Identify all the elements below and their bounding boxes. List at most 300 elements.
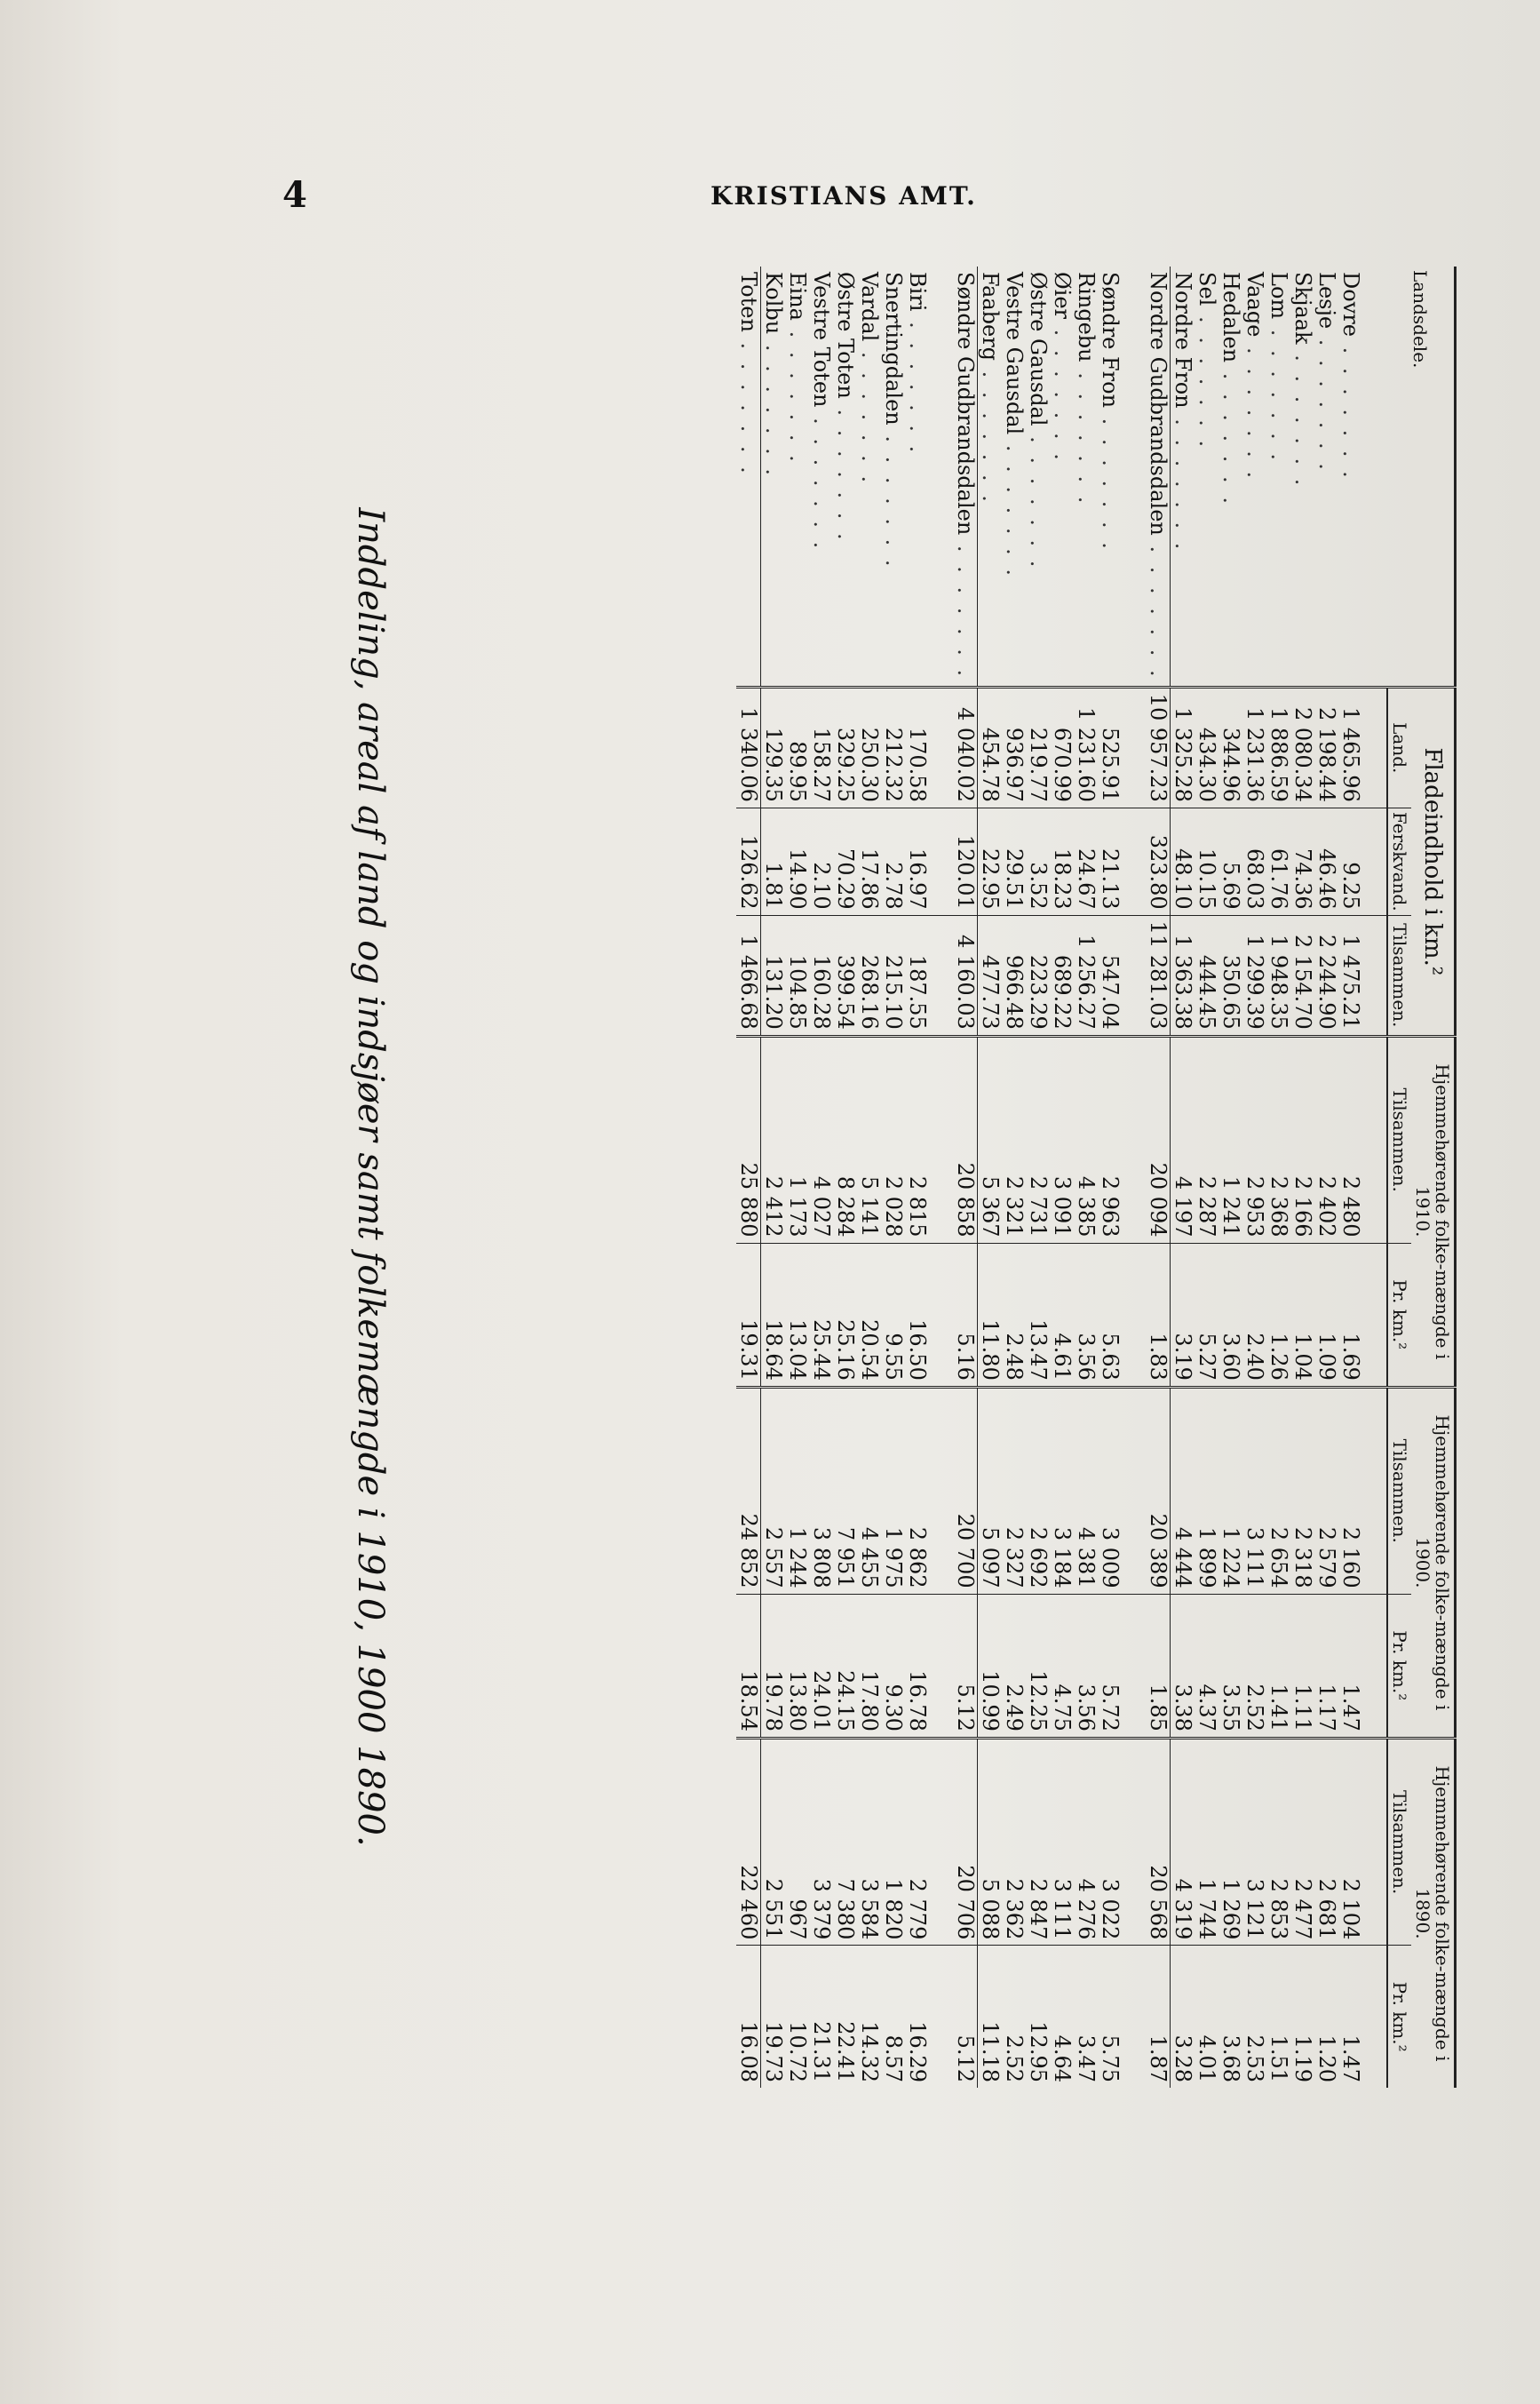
density-1900-cell: 1.11 (1290, 1594, 1314, 1738)
header-land: Land. (1387, 687, 1411, 808)
density-1910-cell: 3.19 (1171, 1243, 1195, 1387)
density-1900-cell: 4.37 (1195, 1594, 1219, 1738)
pop-1890-cell: 3 379 (809, 1738, 833, 1945)
pop-1910-cell: 2 321 (1002, 1036, 1026, 1243)
pop-1890-cell: 3 022 (1098, 1738, 1122, 1945)
district-name-cell (833, 267, 857, 687)
total-area-cell: 477.73 (978, 915, 1003, 1036)
district-name-cell (1195, 267, 1219, 687)
pop-1910-cell: 2 815 (905, 1036, 929, 1243)
district-name-cell (1266, 267, 1290, 687)
freshwater-area-cell: 5.69 (1219, 808, 1242, 915)
leader-dots: . . . . . . . (1290, 344, 1315, 490)
district-label: Eina (785, 272, 810, 321)
pop-1900-cell: 4 455 (857, 1387, 881, 1594)
district-label: Østre Gausdal (1026, 272, 1051, 426)
district-name-cell (1002, 267, 1026, 687)
pop-1890-cell: 3 111 (1050, 1738, 1074, 1945)
density-1900-cell: 4.75 (1050, 1594, 1074, 1738)
header-1900-tilsammen: Tilsammen. (1387, 1387, 1411, 1594)
land-area-cell: 936.97 (1002, 687, 1026, 808)
leader-dots: . . . . . . . (857, 341, 882, 487)
density-1910-cell: 3.56 (1074, 1243, 1098, 1387)
total-area-cell: 966.48 (1002, 915, 1026, 1036)
pop-1900-cell: 2 654 (1266, 1387, 1290, 1594)
district-label: Lom (1266, 272, 1291, 320)
density-1910-cell: 25.16 (833, 1243, 857, 1387)
density-1910-cell: 25.44 (809, 1243, 833, 1387)
pop-1900-cell: 1 975 (881, 1387, 905, 1594)
freshwater-area-cell: 48.10 (1171, 808, 1195, 915)
district-name-cell (1098, 267, 1122, 687)
density-1910-cell: 1.69 (1338, 1243, 1362, 1387)
pop-1910-cell: 2 731 (1026, 1036, 1050, 1243)
land-area-cell: 219.77 (1026, 687, 1050, 808)
density-1900-cell: 17.80 (857, 1594, 881, 1738)
header-1890-pr-km: Pr. km.² (1387, 1946, 1411, 2088)
district-name-cell (1026, 267, 1050, 687)
pop-1890-cell: 7 380 (833, 1738, 857, 1945)
density-1890-cell: 14.32 (857, 2021, 882, 2082)
pop-1900-cell: 3 808 (809, 1387, 833, 1594)
density-1900-cell: 18.54 (736, 1594, 761, 1738)
pop-1910-cell: 2 368 (1266, 1036, 1290, 1243)
density-1890-cell: 3.28 (1171, 2034, 1195, 2082)
total-area-cell: 4 160.03 (953, 915, 978, 1036)
land-area-cell: 434.30 (1195, 687, 1219, 808)
freshwater-area-cell: 29.51 (1002, 808, 1026, 915)
total-area-cell: 444.45 (1195, 915, 1219, 1036)
density-1890-cell: 1.20 (1314, 2034, 1339, 2082)
density-1900-cell: 3.55 (1219, 1594, 1242, 1738)
table-row (1338, 267, 1362, 2088)
pop-1910-cell: 2 287 (1195, 1036, 1219, 1243)
district-label: Kolbu (761, 272, 786, 335)
freshwater-area-cell: 24.67 (1074, 808, 1098, 915)
table-row (1242, 267, 1266, 2088)
district-name-cell (905, 267, 929, 687)
density-1900-cell: 10.99 (978, 1594, 1003, 1738)
land-area-cell: 158.27 (809, 687, 833, 808)
leader-dots: . . . . . . . (1242, 337, 1267, 482)
leader-dots: . . . . . . . (953, 535, 978, 681)
leader-dots: . . . . . . . (1074, 362, 1099, 507)
density-1910-cell: 1.04 (1290, 1243, 1314, 1387)
density-1890-cell: 3.47 (1074, 2034, 1099, 2082)
density-1900-cell: 5.12 (953, 1594, 978, 1738)
sum-row (736, 267, 761, 2088)
land-area-cell: 1 325.28 (1171, 687, 1195, 808)
header-pop-1890: Hjemmehørende folke-mængde i 1890. (1412, 1765, 1453, 2062)
pop-1900-cell: 2 579 (1314, 1387, 1338, 1594)
rotated-table-region (337, 267, 1510, 2310)
density-1890-cell: 12.95 (1026, 2021, 1051, 2082)
density-1890-cell: 22.41 (833, 2021, 858, 2082)
freshwater-area-cell: 21.13 (1098, 808, 1122, 915)
pop-1890-cell: 4 276 (1074, 1738, 1098, 1945)
freshwater-area-cell: 17.86 (857, 808, 881, 915)
land-area-cell: 2 198.44 (1314, 687, 1338, 808)
district-name-cell (785, 267, 809, 687)
freshwater-area-cell: 22.95 (978, 808, 1003, 915)
total-area-cell: 1 475.21 (1338, 915, 1362, 1036)
district-label: Dovre (1338, 272, 1363, 337)
density-1900-cell: 1.41 (1266, 1594, 1290, 1738)
header-pop-1910: Hjemmehørende folke-mængde i 1910. (1411, 1036, 1456, 1387)
land-area-cell: 4 040.02 (953, 687, 978, 808)
leader-dots: . . . . . . . (1195, 306, 1219, 451)
freshwater-area-cell: 18.23 (1050, 808, 1074, 915)
header-1910-tilsammen: Tilsammen. (1387, 1036, 1411, 1243)
leader-dots: . . . . . . . (1266, 319, 1291, 464)
pop-1910-cell: 4 385 (1074, 1036, 1098, 1243)
density-1910-cell: 13.47 (1026, 1243, 1050, 1387)
density-1890-cell: 2.52 (1002, 2034, 1027, 2082)
district-label: Østre Toten (833, 272, 858, 399)
district-name-cell (881, 267, 905, 687)
table-row (1290, 267, 1314, 2088)
pop-1890-cell: 1 820 (881, 1738, 905, 1945)
density-1890-cell: 4.01 (1195, 2034, 1219, 2082)
density-1910-cell: 5.27 (1195, 1243, 1219, 1387)
district-label: Toten (736, 272, 761, 332)
table-row (857, 267, 881, 2088)
pop-1890-cell: 4 319 (1171, 1738, 1195, 1945)
total-area-cell: 399.54 (833, 915, 857, 1036)
table-row (978, 267, 1003, 2088)
sum-row (953, 267, 978, 2088)
total-area-cell: 1 948.35 (1266, 915, 1290, 1036)
pop-1890-cell: 2 551 (761, 1738, 786, 1945)
pop-1890-cell: 2 853 (1266, 1738, 1290, 1945)
header-landsdele: Landsdele. (1387, 267, 1456, 687)
district-name-cell (1050, 267, 1074, 687)
land-area-cell: 89.95 (785, 687, 809, 808)
pop-1900-cell: 1 244 (785, 1387, 809, 1594)
district-label: Biri (905, 272, 930, 312)
district-name-cell (978, 267, 1003, 687)
total-area-cell: 1 299.39 (1242, 915, 1266, 1036)
leader-dots: . . . . . . . (1050, 319, 1075, 464)
pop-1890-cell: 20 568 (1146, 1738, 1171, 1945)
pop-1900-cell: 2 327 (1002, 1387, 1026, 1594)
leader-dots: . . . . . . . (1146, 535, 1171, 681)
table-row (1050, 267, 1074, 2088)
district-label: Faaberg (978, 272, 1003, 362)
density-1890-cell: 5.12 (953, 1946, 978, 2088)
density-1910-cell: 1.09 (1314, 1243, 1338, 1387)
density-1910-cell: 3.60 (1219, 1243, 1242, 1387)
total-area-cell: 131.20 (761, 915, 786, 1036)
freshwater-area-cell: 1.81 (761, 808, 786, 915)
density-1890-cell: 4.64 (1050, 2034, 1075, 2082)
header-1910-pr-km: Pr. km.² (1387, 1243, 1411, 1387)
table-row (1195, 267, 1219, 2088)
land-area-cell: 2 080.34 (1290, 687, 1314, 808)
leader-dots: . . . . . . . (881, 425, 906, 570)
leader-dots: . . . . . . . (761, 334, 786, 480)
density-1910-cell: 2.40 (1242, 1243, 1266, 1387)
district-label: Hedalen (1219, 272, 1243, 363)
density-1910-cell: 4.61 (1050, 1243, 1074, 1387)
pop-1890-cell: 3 584 (857, 1738, 881, 1945)
table-row (881, 267, 905, 2088)
district-name-cell (1338, 267, 1362, 687)
density-1890-cell: 11.18 (978, 2021, 1003, 2082)
pop-1890-cell: 967 (785, 1738, 809, 1945)
district-name-cell (809, 267, 833, 687)
density-1900-cell: 24.15 (833, 1594, 857, 1738)
land-area-cell: 1 231.60 (1074, 687, 1098, 808)
total-area-cell: 160.28 (809, 915, 833, 1036)
density-1900-cell: 5.72 (1098, 1594, 1122, 1738)
density-1890-cell: 3.68 (1219, 2034, 1243, 2082)
page-number: 4 (282, 174, 307, 216)
density-1900-cell: 2.52 (1242, 1594, 1266, 1738)
land-area-cell: 1 231.36 (1242, 687, 1266, 808)
density-1890-cell: 1.87 (1146, 1946, 1171, 2088)
pop-1890-cell: 2 681 (1314, 1738, 1338, 1945)
pop-1900-cell: 4 381 (1074, 1387, 1098, 1594)
total-area-cell: 547.04 (1098, 915, 1122, 1036)
pop-1910-cell: 5 141 (857, 1036, 881, 1243)
freshwater-area-cell: 14.90 (785, 808, 809, 915)
table-row (1266, 267, 1290, 2088)
leader-dots: . . . . . . . (1026, 426, 1051, 571)
total-area-cell: 2 154.70 (1290, 915, 1314, 1036)
land-area-cell: 1 465.96 (1338, 687, 1362, 808)
table-row (1098, 267, 1122, 2088)
density-1890-cell: 1.47 (1338, 2034, 1363, 2082)
density-1890-cell: 1.51 (1266, 2034, 1291, 2082)
table-row (1074, 267, 1098, 2088)
group-spacer (1362, 267, 1387, 2088)
pop-1900-cell: 5 097 (978, 1387, 1003, 1594)
freshwater-area-cell: 74.36 (1290, 808, 1314, 915)
freshwater-area-cell: 3.52 (1026, 808, 1050, 915)
density-1890-cell: 1.19 (1290, 2034, 1315, 2082)
density-1910-cell: 19.31 (736, 1243, 761, 1387)
total-area-cell: 268.16 (857, 915, 881, 1036)
density-1910-cell: 18.64 (761, 1243, 786, 1387)
district-label: Vestre Toten (809, 272, 834, 408)
pop-1900-cell: 4 444 (1171, 1387, 1195, 1594)
pop-1910-cell: 2 480 (1338, 1036, 1362, 1243)
pop-1910-cell: 8 284 (833, 1036, 857, 1243)
header-1890-tilsammen: Tilsammen. (1387, 1738, 1411, 1945)
district-label: Skjaak (1290, 272, 1315, 345)
pop-1890-cell: 22 460 (736, 1738, 761, 1945)
pop-1900-cell: 1 899 (1195, 1387, 1219, 1594)
pop-1890-cell: 2 104 (1338, 1738, 1362, 1945)
pop-1910-cell: 2 166 (1290, 1036, 1314, 1243)
district-name-cell (1314, 267, 1338, 687)
leader-dots: . . . . . . . (1002, 434, 1027, 580)
pop-1890-cell: 5 088 (978, 1738, 1003, 1945)
table-row (833, 267, 857, 2088)
density-1900-cell: 16.78 (905, 1594, 929, 1738)
total-area-cell: 1 466.68 (736, 915, 761, 1036)
pop-1910-cell: 1 173 (785, 1036, 809, 1243)
density-1910-cell: 5.16 (953, 1243, 978, 1387)
pop-1890-cell: 20 706 (953, 1738, 978, 1945)
statistics-table (736, 267, 1457, 2088)
freshwater-area-cell: 2.10 (809, 808, 833, 915)
land-area-cell: 10 957.23 (1146, 687, 1171, 808)
district-name-cell (1290, 267, 1314, 687)
district-label: Søndre Fron (1098, 272, 1123, 409)
district-name-cell (857, 267, 881, 687)
density-1890-cell: 8.57 (881, 2034, 906, 2082)
pop-1910-cell: 2 402 (1314, 1036, 1338, 1243)
total-area-cell: 187.55 (905, 915, 929, 1036)
pop-1900-cell: 2 557 (761, 1387, 786, 1594)
table-row (1219, 267, 1242, 2088)
header-area-tilsammen: Tilsammen. (1387, 915, 1411, 1036)
density-1910-cell: 1.83 (1146, 1243, 1171, 1387)
density-1900-cell: 3.38 (1171, 1594, 1195, 1738)
density-1890-cell: 19.73 (761, 2021, 786, 2082)
pop-1890-cell: 3 121 (1242, 1738, 1266, 1945)
pop-1900-cell: 2 692 (1026, 1387, 1050, 1594)
pop-1910-cell: 3 091 (1050, 1036, 1074, 1243)
land-area-cell: 212.32 (881, 687, 905, 808)
total-area-cell: 350.65 (1219, 915, 1242, 1036)
density-1890-cell: 21.31 (809, 2021, 834, 2082)
leader-dots: . . . . . . . (978, 361, 1003, 505)
density-1900-cell: 24.01 (809, 1594, 833, 1738)
land-area-cell: 250.30 (857, 687, 881, 808)
district-name-cell (736, 267, 761, 687)
density-1890-cell: 5.75 (1098, 2034, 1123, 2082)
sum-row (1146, 267, 1171, 2088)
district-label: Sel (1195, 272, 1219, 306)
table-title: Inddeling, areal af land og indsjøer samt folkemængde i 1910, 1900 1890. (350, 507, 391, 1847)
density-1910-cell: 16.50 (905, 1243, 929, 1387)
leader-dots: . . . . . . . (905, 311, 930, 457)
pop-1910-cell: 4 027 (809, 1036, 833, 1243)
pop-1890-cell: 1 269 (1219, 1738, 1242, 1945)
land-area-cell: 1 886.59 (1266, 687, 1290, 808)
land-area-cell: 1 340.06 (736, 687, 761, 808)
density-1900-cell: 1.17 (1314, 1594, 1338, 1738)
district-label: Øier (1050, 272, 1075, 320)
density-1890-cell: 10.72 (785, 2021, 810, 2082)
pop-1900-cell: 20 700 (953, 1387, 978, 1594)
density-1910-cell: 13.04 (785, 1243, 809, 1387)
table-row (1002, 267, 1026, 2088)
pop-1910-cell: 2 953 (1242, 1036, 1266, 1243)
pop-1900-cell: 3 184 (1050, 1387, 1074, 1594)
density-1890-cell: 2.53 (1242, 2034, 1267, 2082)
pop-1900-cell: 3 111 (1242, 1387, 1266, 1594)
freshwater-area-cell: 2.78 (881, 808, 905, 915)
pop-1890-cell: 2 779 (905, 1738, 929, 1945)
density-1900-cell: 9.30 (881, 1594, 905, 1738)
density-1900-cell: 1.85 (1146, 1594, 1171, 1738)
leader-dots: . . . . . . . (1314, 329, 1339, 474)
pop-1910-cell: 2 963 (1098, 1036, 1122, 1243)
group-spacer (929, 267, 953, 2088)
leader-dots: . . . . . . . (1098, 408, 1123, 553)
density-1890-cell: 16.08 (736, 1946, 761, 2088)
density-1910-cell: 9.55 (881, 1243, 905, 1387)
density-1900-cell: 12.25 (1026, 1594, 1050, 1738)
table-row (1314, 267, 1338, 2088)
pop-1910-cell: 25 880 (736, 1036, 761, 1243)
land-area-cell: 170.58 (905, 687, 929, 808)
total-area-cell: 1 256.27 (1074, 915, 1098, 1036)
density-1900-cell: 19.78 (761, 1594, 786, 1738)
header-pop-1900: Hjemmehørende folke-mængde i 1900. (1411, 1387, 1456, 1738)
land-area-cell: 329.25 (833, 687, 857, 808)
district-label: Nordre Gudbrandsdalen (1146, 272, 1171, 536)
pop-1910-cell: 5 367 (978, 1036, 1003, 1243)
freshwater-area-cell: 120.01 (953, 808, 978, 915)
freshwater-area-cell: 10.15 (1195, 808, 1219, 915)
land-area-cell: 454.78 (978, 687, 1003, 808)
pop-1890-cell: 2 477 (1290, 1738, 1314, 1945)
land-area-cell: 525.91 (1098, 687, 1122, 808)
district-name-cell (1242, 267, 1266, 687)
pop-1910-cell: 20 094 (1146, 1036, 1171, 1243)
pop-1900-cell: 1 224 (1219, 1387, 1242, 1594)
freshwater-area-cell: 46.46 (1314, 808, 1338, 915)
total-area-cell: 104.85 (785, 915, 809, 1036)
total-area-cell: 2 244.90 (1314, 915, 1338, 1036)
pop-1910-cell: 20 858 (953, 1036, 978, 1243)
district-name-cell (1146, 267, 1171, 687)
freshwater-area-cell: 16.97 (905, 808, 929, 915)
district-name-cell (953, 267, 978, 687)
freshwater-area-cell: 61.76 (1266, 808, 1290, 915)
pop-1900-cell: 7 951 (833, 1387, 857, 1594)
density-1910-cell: 11.80 (978, 1243, 1003, 1387)
district-name-cell (1219, 267, 1242, 687)
table-row (809, 267, 833, 2088)
leader-dots: . . . . . . . (1219, 362, 1243, 507)
land-area-cell: 670.99 (1050, 687, 1074, 808)
running-head: KRISTIANS AMT. (710, 181, 977, 211)
density-1890-cell: 16.29 (905, 2021, 930, 2082)
district-name-cell (761, 267, 786, 687)
pop-1910-cell: 2 412 (761, 1036, 786, 1243)
pop-1900-cell: 24 852 (736, 1387, 761, 1594)
total-area-cell: 11 281.03 (1146, 915, 1171, 1036)
freshwater-area-cell: 323.80 (1146, 808, 1171, 915)
land-area-cell: 344.96 (1219, 687, 1242, 808)
pop-1900-cell: 2 318 (1290, 1387, 1314, 1594)
leader-dots: . . . . . . . (809, 407, 834, 553)
district-label: Søndre Gudbrandsdalen (953, 272, 978, 536)
group-spacer (1122, 267, 1146, 2088)
total-area-cell: 215.10 (881, 915, 905, 1036)
leader-dots: . . . . . . . (736, 331, 761, 477)
pop-1890-cell: 2 362 (1002, 1738, 1026, 1945)
freshwater-area-cell: 126.62 (736, 808, 761, 915)
freshwater-area-cell: 9.25 (1338, 808, 1362, 915)
density-1900-cell: 3.56 (1074, 1594, 1098, 1738)
table-row (905, 267, 929, 2088)
pop-1900-cell: 2 862 (905, 1387, 929, 1594)
freshwater-area-cell: 68.03 (1242, 808, 1266, 915)
land-area-cell: 129.35 (761, 687, 786, 808)
pop-1900-cell: 2 160 (1338, 1387, 1362, 1594)
leader-dots: . . . . . . . (1338, 336, 1363, 482)
district-label: Vaage (1242, 272, 1267, 338)
district-name-cell (1171, 267, 1195, 687)
pop-1900-cell: 20 389 (1146, 1387, 1171, 1594)
